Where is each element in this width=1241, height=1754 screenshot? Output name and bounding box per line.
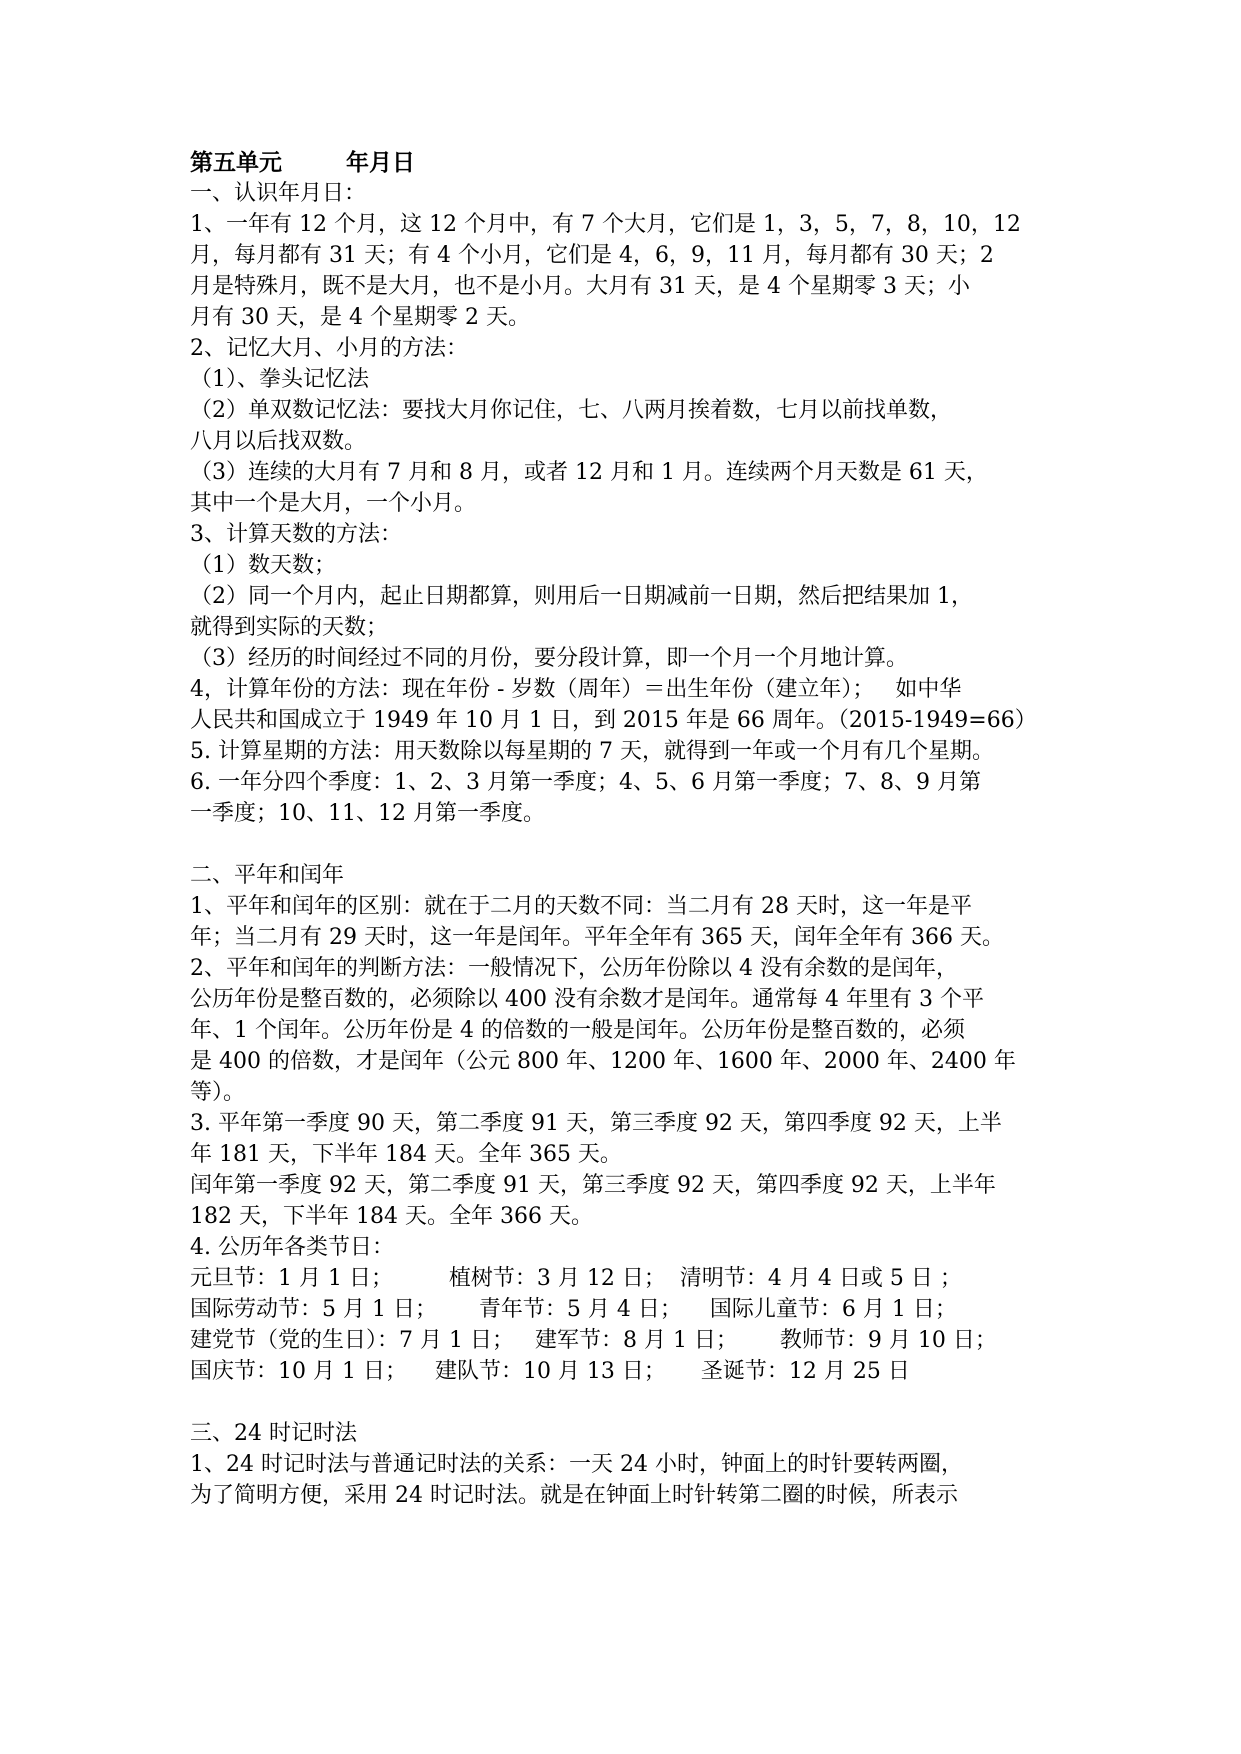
section-2-heading: 二、平年和闰年: [190, 863, 345, 888]
paragraph-line: 1、一年有 12 个月，这 12 个月中，有 7 个大月，它们是 1，3，5，7，8，10，12: [190, 212, 1021, 237]
paragraph-line: 2、记忆大月、小月的方法：: [190, 336, 468, 361]
paragraph-line: （3）经历的时间经过不同的月份，要分段计算，即一个月一个月地计算。: [190, 646, 908, 671]
paragraph-line: 其中一个是大月，一个小月。: [190, 491, 477, 516]
paragraph-line: 5. 计算星期的方法：用天数除以每星期的 7 天，就得到一年或一个月有几个星期。: [190, 739, 994, 764]
paragraph-line: 月有 30 天，是 4 个星期零 2 天。: [190, 305, 530, 330]
paragraph-line: 1、平年和闰年的区别：就在于二月的天数不同：当二月有 28 天时，这一年是平: [190, 894, 972, 919]
paragraph-line: （1）数天数；: [190, 553, 336, 578]
paragraph-line: 八月以后找双数。: [190, 429, 367, 454]
paragraph-line: 年；当二月有 29 天时，这一年是闰年。平年全年有 365 天，闰年全年有 366 天。: [190, 925, 1004, 950]
paragraph-line: 3. 平年第一季度 90 天，第二季度 91 天，第三季度 92 天，第四季度 92 天，上半: [190, 1111, 1002, 1136]
paragraph-line: 一季度；10、11、12 月第一季度。: [190, 801, 545, 826]
paragraph-line: （2）单双数记忆法：要找大月你记住，七、八两月挨着数，七月以前找单数，: [190, 398, 952, 423]
section-2: [190, 860, 1070, 1387]
paragraph-line: 3、计算天数的方法：: [190, 522, 402, 547]
section-spacer: [190, 1387, 1070, 1418]
holiday-row: 国庆节：10 月 1 日； 建队节：10 月 13 日； 圣诞节：12 月 25 日: [190, 1359, 910, 1384]
paragraph-line: 6. 一年分四个季度：1、2、3 月第一季度；4、5、6 月第一季度；7、8、9 月第: [190, 770, 981, 795]
paragraph-line: 是 400 的倍数，才是闰年（公元 800 年、1200 年、1600 年、2000 年、2400 年: [190, 1049, 1016, 1074]
section-3: [190, 1418, 1070, 1511]
paragraph-line: 月，每月都有 31 天；有 4 个小月，它们是 4，6，9，11 月，每月都有 30 天；2: [190, 243, 994, 268]
section-1: [190, 178, 1070, 829]
paragraph-line: 就得到实际的天数；: [190, 615, 389, 640]
paragraph-line: 为了简明方便，采用 24 时记时法。就是在钟面上时针转第二圈的时候，所表示: [190, 1483, 958, 1508]
paragraph-line: 年、1 个闰年。公历年份是 4 的倍数的一般是闰年。公历年份是整百数的，必须: [190, 1018, 965, 1043]
section-1-heading: 一、认识年月日：: [190, 181, 367, 206]
paragraph-line: （1）、拳头记忆法: [190, 367, 369, 392]
paragraph-line: 1、24 时记时法与普通记时法的关系：一天 24 小时，钟面上的时针要转两圈，: [190, 1452, 963, 1477]
paragraph-line: 闰年第一季度 92 天，第二季度 91 天，第三季度 92 天，第四季度 92 天，上半年: [190, 1173, 996, 1198]
paragraph-line: 等）。: [190, 1080, 246, 1105]
section-spacer: [190, 829, 1070, 860]
paragraph-line: 年 181 天，下半年 184 天。全年 365 天。: [190, 1142, 622, 1167]
page-title: 第五单元 年月日: [190, 149, 416, 176]
holiday-row: 元旦节：1 月 1 日； 植树节：3 月 12 日； 清明节：4 月 4 日或 5 日 ；: [190, 1266, 962, 1291]
holiday-row: 国际劳动节：5 月 1 日； 青年节：5 月 4 日； 国际儿童节：6 月 1 日；: [190, 1297, 957, 1322]
paragraph-line: 2、平年和闰年的判断方法：一般情况下，公历年份除以 4 没有余数的是闰年，: [190, 956, 958, 981]
paragraph-line: 4. 公历年各类节日：: [190, 1235, 394, 1260]
paragraph-line: （3）连续的大月有 7 月和 8 月，或者 12 月和 1 月。连续两个月天数是 61 天，: [190, 460, 988, 485]
paragraph-line: 182 天，下半年 184 天。全年 366 天。: [190, 1204, 593, 1229]
paragraph-line: 月是特殊月，既不是大月，也不是小月。大月有 31 天，是 4 个星期零 3 天；小: [190, 274, 970, 299]
document-body: [190, 147, 1070, 1511]
paragraph-line: （2）同一个月内，起止日期都算，则用后一日期减前一日期，然后把结果加 1，: [190, 584, 973, 609]
paragraph-line: 人民共和国成立于 1949 年 10 月 1 日，到 2015 年是 66 周年。（2015-1949=66）: [190, 708, 1037, 733]
paragraph-line: 公历年份是整百数的，必须除以 400 没有余数才是闰年。通常每 4 年里有 3 个平: [190, 987, 984, 1012]
section-3-heading: 三、24 时记时法: [190, 1421, 357, 1446]
paragraph-line: 4，计算年份的方法：现在年份 - 岁数（周年）＝出生年份（建立年）； 如中华: [190, 677, 962, 702]
holiday-row: 建党节（党的生日）：7 月 1 日； 建军节：8 月 1 日； 教师节：9 月 10 日；: [190, 1328, 997, 1353]
